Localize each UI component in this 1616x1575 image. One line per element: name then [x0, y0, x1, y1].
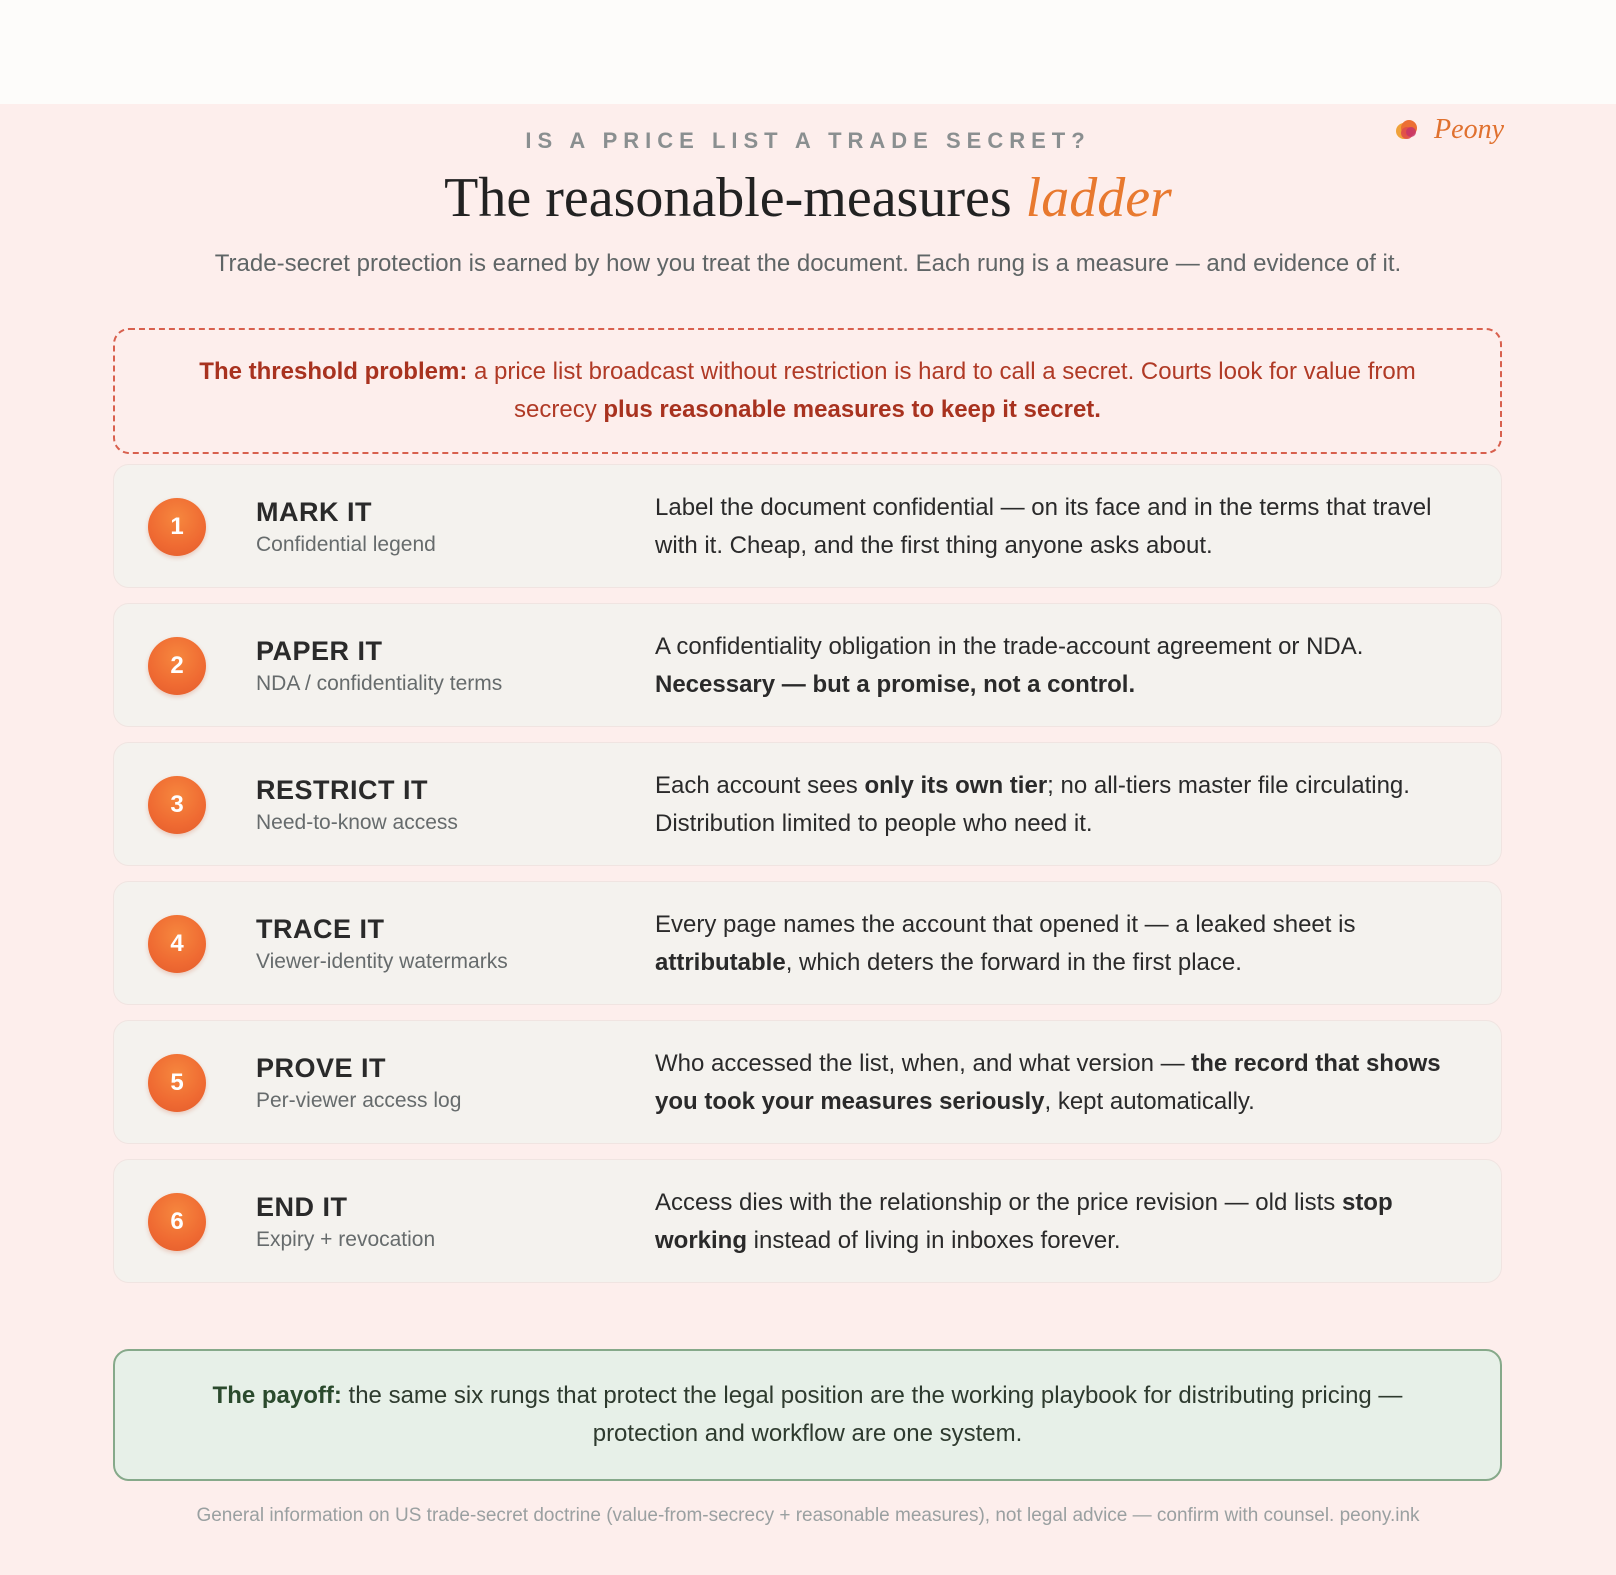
rung-card — [113, 1159, 1502, 1283]
rung-desc-part: Every page names the account that opened it — a leaked sheet is — [655, 911, 1356, 938]
rung-title: RESTRICT IT — [256, 775, 428, 805]
rung-desc-part: instead of living in inboxes forever. — [747, 1227, 1121, 1254]
rung-card — [113, 742, 1502, 866]
rung-card — [113, 1020, 1502, 1144]
rung-number-badge: 4 — [148, 915, 206, 973]
rung-subtitle: Per-viewer access log — [256, 1089, 462, 1112]
rung-desc-emphasis: attributable — [655, 949, 786, 976]
rung-description — [655, 906, 1475, 982]
rung-card — [113, 603, 1502, 727]
rung-subtitle: NDA / confidentiality terms — [256, 672, 503, 695]
threshold-body: a price list broadcast without restriction is hard to call a secret. Courts look for value from secrecy — [467, 358, 1416, 423]
rung-desc-emphasis: stop working — [655, 1189, 1393, 1254]
rung-subtitle: Viewer-identity watermarks — [256, 950, 508, 973]
eyebrow-heading: IS A PRICE LIST A TRADE SECRET? — [525, 128, 1091, 153]
rung-card — [113, 881, 1502, 1005]
rung-subtitle: Need-to-know access — [256, 811, 458, 834]
top-band — [0, 0, 1616, 104]
rung-number-badge: 2 — [148, 637, 206, 695]
rung-subtitle: Confidential legend — [256, 533, 436, 556]
rung-desc-emphasis: only its own tier — [864, 772, 1048, 799]
brand-name: Peony — [1434, 114, 1504, 145]
rung-subtitle: Expiry + revocation — [256, 1228, 436, 1251]
rung-title: PROVE IT — [256, 1053, 387, 1083]
threshold-emphasis: plus reasonable measures to keep it secret. — [603, 396, 1101, 423]
rung-number-badge: 3 — [148, 776, 206, 834]
title-accent: ladder — [1025, 167, 1172, 229]
rung-desc-part: ; no all-tiers master file circulating. Distribution limited to people who need it. — [655, 772, 1410, 837]
rung-number-badge: 1 — [148, 498, 206, 556]
threshold-callout — [113, 328, 1502, 454]
infographic-page — [0, 104, 1616, 1575]
rung-title: PAPER IT — [256, 636, 383, 666]
rung-title: MARK IT — [256, 497, 372, 527]
rung-description — [655, 1184, 1475, 1260]
rung-desc-part: Access dies with the relationship or the price revision — old lists — [655, 1189, 1342, 1216]
rung-desc-part: , which deters the forward in the first place. — [785, 949, 1242, 976]
payoff-body: the same six rungs that protect the legal position are the working playbook for distributing pricing — protection and workflow are one system. — [341, 1382, 1403, 1447]
rung-desc-emphasis: the record that shows you took your measures seriously — [655, 1050, 1441, 1115]
threshold-text — [163, 353, 1452, 429]
rung-card — [113, 464, 1502, 588]
rung-title: TRACE IT — [256, 914, 385, 944]
payoff-callout — [113, 1349, 1502, 1481]
threshold-lead: The threshold problem: — [199, 358, 468, 385]
page-title — [0, 166, 1616, 230]
rung-desc-part: Each account sees — [655, 772, 865, 799]
rung-number-badge: 5 — [148, 1054, 206, 1112]
rung-desc-part: , kept automatically. — [1044, 1088, 1255, 1115]
rung-title: END IT — [256, 1192, 348, 1222]
payoff-text — [163, 1377, 1452, 1453]
rung-description — [655, 489, 1475, 565]
page-subtitle: Trade-secret protection is earned by how you treat the document. Each rung is a measure — and evidence of it. — [214, 250, 1402, 277]
rung-desc-part: Who accessed the list, when, and what version — — [655, 1050, 1192, 1077]
rung-desc-emphasis: Necessary — but a promise, not a control. — [655, 671, 1136, 698]
footer-disclaimer: General information on US trade-secret doctrine (value-from-secrecy + reasonable measures), not legal advice — confirm with counsel. peony.ink — [196, 1505, 1420, 1526]
rung-description — [655, 767, 1475, 843]
rung-description — [655, 1045, 1475, 1121]
rung-description — [655, 628, 1475, 704]
title-main: The reasonable-measures — [444, 167, 1026, 229]
rung-desc-part: A confidentiality obligation in the trade-account agreement or NDA. — [655, 633, 1364, 660]
payoff-lead: The payoff: — [212, 1382, 342, 1409]
rung-desc-part: Label the document confidential — on its face and in the terms that travel with it. Cheap, and the first thing anyone asks about. — [655, 494, 1432, 559]
rung-number-badge: 6 — [148, 1193, 206, 1251]
